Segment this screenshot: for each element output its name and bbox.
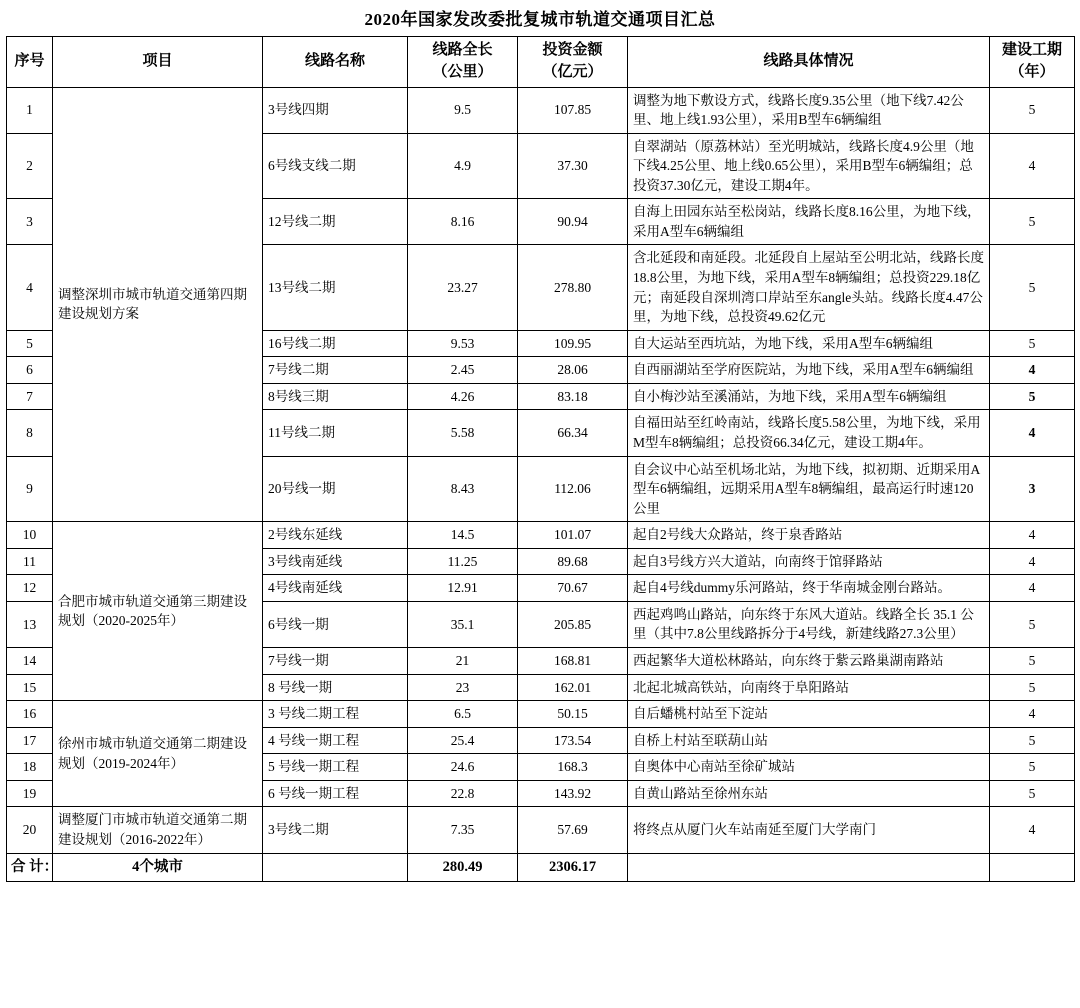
cell-duration: 4 xyxy=(990,548,1075,575)
cell-length: 8.43 xyxy=(408,456,518,522)
cell-line-name: 3号线二期 xyxy=(263,807,408,853)
cell-line-name: 3 号线二期工程 xyxy=(263,701,408,728)
column-header-seq: 序号 xyxy=(7,37,53,88)
cell-project-group-4: 调整厦门市城市轨道交通第二期建设规划（2016-2022年） xyxy=(53,807,263,853)
cell-duration: 5 xyxy=(990,199,1075,245)
cell-length: 23.27 xyxy=(408,245,518,330)
cell-length: 4.9 xyxy=(408,133,518,199)
cell-investment: 173.54 xyxy=(518,727,628,754)
cell-description: 起自4号线dummy乐河路站，终于华南城金刚台路站。 xyxy=(628,575,990,602)
cell-seq: 10 xyxy=(7,522,53,549)
cell-duration: 5 xyxy=(990,87,1075,133)
cell-seq: 6 xyxy=(7,357,53,384)
cell-investment: 143.92 xyxy=(518,780,628,807)
cell-length: 7.35 xyxy=(408,807,518,853)
cell-line-name: 11号线二期 xyxy=(263,410,408,456)
cell-seq: 16 xyxy=(7,701,53,728)
cell-length: 24.6 xyxy=(408,754,518,781)
cell-duration: 5 xyxy=(990,674,1075,701)
cell-duration: 5 xyxy=(990,780,1075,807)
total-duration-blank xyxy=(990,853,1075,881)
cell-duration: 5 xyxy=(990,383,1075,410)
cell-duration: 4 xyxy=(990,133,1075,199)
cell-seq: 3 xyxy=(7,199,53,245)
cell-line-name: 7号线一期 xyxy=(263,648,408,675)
column-header-description: 线路具体情况 xyxy=(628,37,990,88)
header-row xyxy=(7,37,1075,88)
cell-investment: 70.67 xyxy=(518,575,628,602)
cell-investment: 168.3 xyxy=(518,754,628,781)
total-cities: 4个城市 xyxy=(53,853,263,881)
cell-seq: 7 xyxy=(7,383,53,410)
cell-investment: 205.85 xyxy=(518,601,628,647)
cell-duration: 5 xyxy=(990,648,1075,675)
cell-description: 起自2号线大众路站，终于泉香路站 xyxy=(628,522,990,549)
column-header-line-name: 线路名称 xyxy=(263,37,408,88)
cell-investment: 89.68 xyxy=(518,548,628,575)
cell-seq: 20 xyxy=(7,807,53,853)
total-line-blank xyxy=(263,853,408,881)
cell-investment: 107.85 xyxy=(518,87,628,133)
cell-description: 自后蟠桃村站至下淀站 xyxy=(628,701,990,728)
cell-description: 自会议中心站至机场北站，为地下线，拟初期、近期采用A型车6辆编组，远期采用A型车8辆编组，最高运行时速120公里 xyxy=(628,456,990,522)
total-investment: 2306.17 xyxy=(518,853,628,881)
cell-line-name: 6号线一期 xyxy=(263,601,408,647)
cell-investment: 37.30 xyxy=(518,133,628,199)
cell-description: 自福田站至红岭南站，线路长度5.58公里，为地下线，采用M型车8辆编组；总投资66.34亿元，建设工期4年。 xyxy=(628,410,990,456)
column-header-length: 线路全长 （公里） xyxy=(408,37,518,88)
cell-description: 含北延段和南延段。北延段自上屋站至公明北站，线路长度18.8公里，为地下线，采用A型车8辆编组；总投资229.18亿元；南延段自深圳湾口岸站至东angle头站。线路长度4.47公里，为地下线，总投资49.62亿元 xyxy=(628,245,990,330)
cell-description: 自小梅沙站至溪涌站，为地下线，采用A型车6辆编组 xyxy=(628,383,990,410)
table-row xyxy=(7,522,1075,549)
cell-length: 14.5 xyxy=(408,522,518,549)
cell-length: 23 xyxy=(408,674,518,701)
cell-duration: 4 xyxy=(990,575,1075,602)
cell-seq: 9 xyxy=(7,456,53,522)
cell-project-group-2: 合肥市城市轨道交通第三期建设规划（2020-2025年） xyxy=(53,522,263,701)
cell-investment: 57.69 xyxy=(518,807,628,853)
cell-line-name: 3号线四期 xyxy=(263,87,408,133)
total-length: 280.49 xyxy=(408,853,518,881)
cell-seq: 18 xyxy=(7,754,53,781)
cell-seq: 12 xyxy=(7,575,53,602)
cell-description: 自翠湖站（原荔林站）至光明城站，线路长度4.9公里（地下线4.25公里、地上线0.65公里），采用B型车6辆编组；总投资37.30亿元，建设工期4年。 xyxy=(628,133,990,199)
cell-description: 自黄山路站至徐州东站 xyxy=(628,780,990,807)
cell-duration: 4 xyxy=(990,701,1075,728)
cell-investment: 109.95 xyxy=(518,330,628,357)
cell-length: 9.53 xyxy=(408,330,518,357)
cell-description: 自奥体中心南站至徐矿城站 xyxy=(628,754,990,781)
cell-duration: 4 xyxy=(990,807,1075,853)
cell-duration: 4 xyxy=(990,522,1075,549)
cell-investment: 278.80 xyxy=(518,245,628,330)
table-footer xyxy=(7,853,1075,881)
total-row xyxy=(7,853,1075,881)
cell-length: 8.16 xyxy=(408,199,518,245)
cell-line-name: 20号线一期 xyxy=(263,456,408,522)
cell-investment: 83.18 xyxy=(518,383,628,410)
cell-seq: 11 xyxy=(7,548,53,575)
cell-description: 自桥上村站至联葫山站 xyxy=(628,727,990,754)
cell-line-name: 5 号线一期工程 xyxy=(263,754,408,781)
cell-investment: 50.15 xyxy=(518,701,628,728)
cell-seq: 14 xyxy=(7,648,53,675)
cell-line-name: 16号线二期 xyxy=(263,330,408,357)
cell-investment: 101.07 xyxy=(518,522,628,549)
cell-description: 北起北城高铁站，向南终于阜阳路站 xyxy=(628,674,990,701)
total-label: 合 计： xyxy=(7,853,53,881)
cell-seq: 13 xyxy=(7,601,53,647)
cell-line-name: 12号线二期 xyxy=(263,199,408,245)
cell-investment: 168.81 xyxy=(518,648,628,675)
cell-length: 12.91 xyxy=(408,575,518,602)
table-header xyxy=(7,37,1075,88)
cell-length: 5.58 xyxy=(408,410,518,456)
cell-duration: 5 xyxy=(990,727,1075,754)
cell-investment: 162.01 xyxy=(518,674,628,701)
cell-line-name: 7号线二期 xyxy=(263,357,408,384)
cell-length: 6.5 xyxy=(408,701,518,728)
cell-description: 调整为地下敷设方式，线路长度9.35公里（地下线7.42公里、地上线1.93公里），采用B型车6辆编组 xyxy=(628,87,990,133)
cell-investment: 112.06 xyxy=(518,456,628,522)
table-row xyxy=(7,701,1075,728)
cell-description: 自大运站至西坑站，为地下线，采用A型车6辆编组 xyxy=(628,330,990,357)
rail-projects-table xyxy=(6,36,1075,882)
cell-seq: 1 xyxy=(7,87,53,133)
cell-length: 11.25 xyxy=(408,548,518,575)
total-desc-blank xyxy=(628,853,990,881)
page-title: 2020年国家发改委批复城市轨道交通项目汇总 xyxy=(364,10,716,29)
cell-investment: 28.06 xyxy=(518,357,628,384)
cell-length: 35.1 xyxy=(408,601,518,647)
cell-seq: 2 xyxy=(7,133,53,199)
cell-length: 21 xyxy=(408,648,518,675)
cell-description: 自西丽湖站至学府医院站，为地下线，采用A型车6辆编组 xyxy=(628,357,990,384)
cell-seq: 4 xyxy=(7,245,53,330)
cell-line-name: 6号线支线二期 xyxy=(263,133,408,199)
table-row xyxy=(7,807,1075,853)
cell-duration: 5 xyxy=(990,601,1075,647)
cell-project-group-1: 调整深圳市城市轨道交通第四期建设规划方案 xyxy=(53,87,263,522)
cell-length: 2.45 xyxy=(408,357,518,384)
cell-description: 西起鸡鸣山路站，向东终于东风大道站。线路全长 35.1 公里（其中7.8公里线路拆分于4号线，新建线路27.3公里） xyxy=(628,601,990,647)
cell-length: 25.4 xyxy=(408,727,518,754)
cell-duration: 3 xyxy=(990,456,1075,522)
table-row xyxy=(7,87,1075,133)
cell-description: 将终点从厦门火车站南延至厦门大学南门 xyxy=(628,807,990,853)
cell-seq: 15 xyxy=(7,674,53,701)
cell-line-name: 8 号线一期 xyxy=(263,674,408,701)
cell-line-name: 13号线二期 xyxy=(263,245,408,330)
cell-duration: 4 xyxy=(990,357,1075,384)
cell-description: 西起繁华大道松林路站，向东终于紫云路巢湖南路站 xyxy=(628,648,990,675)
cell-line-name: 4 号线一期工程 xyxy=(263,727,408,754)
cell-duration: 5 xyxy=(990,245,1075,330)
cell-line-name: 2号线东延线 xyxy=(263,522,408,549)
cell-seq: 5 xyxy=(7,330,53,357)
cell-investment: 90.94 xyxy=(518,199,628,245)
cell-investment: 66.34 xyxy=(518,410,628,456)
column-header-project: 项目 xyxy=(53,37,263,88)
cell-description: 起自3号线方兴大道站，向南终于馆驿路站 xyxy=(628,548,990,575)
cell-project-group-3: 徐州市城市轨道交通第二期建设规划（2019-2024年） xyxy=(53,701,263,807)
cell-line-name: 4号线南延线 xyxy=(263,575,408,602)
cell-line-name: 3号线南延线 xyxy=(263,548,408,575)
column-header-investment: 投资金额 （亿元） xyxy=(518,37,628,88)
table-body xyxy=(7,87,1075,853)
column-header-duration: 建设工期 （年） xyxy=(990,37,1075,88)
cell-duration: 5 xyxy=(990,754,1075,781)
cell-line-name: 8号线三期 xyxy=(263,383,408,410)
cell-seq: 19 xyxy=(7,780,53,807)
cell-length: 22.8 xyxy=(408,780,518,807)
cell-length: 9.5 xyxy=(408,87,518,133)
cell-line-name: 6 号线一期工程 xyxy=(263,780,408,807)
cell-duration: 5 xyxy=(990,330,1075,357)
cell-duration: 4 xyxy=(990,410,1075,456)
cell-description: 自海上田园东站至松岗站，线路长度8.16公里，为地下线，采用A型车6辆编组 xyxy=(628,199,990,245)
cell-length: 4.26 xyxy=(408,383,518,410)
cell-seq: 17 xyxy=(7,727,53,754)
cell-seq: 8 xyxy=(7,410,53,456)
